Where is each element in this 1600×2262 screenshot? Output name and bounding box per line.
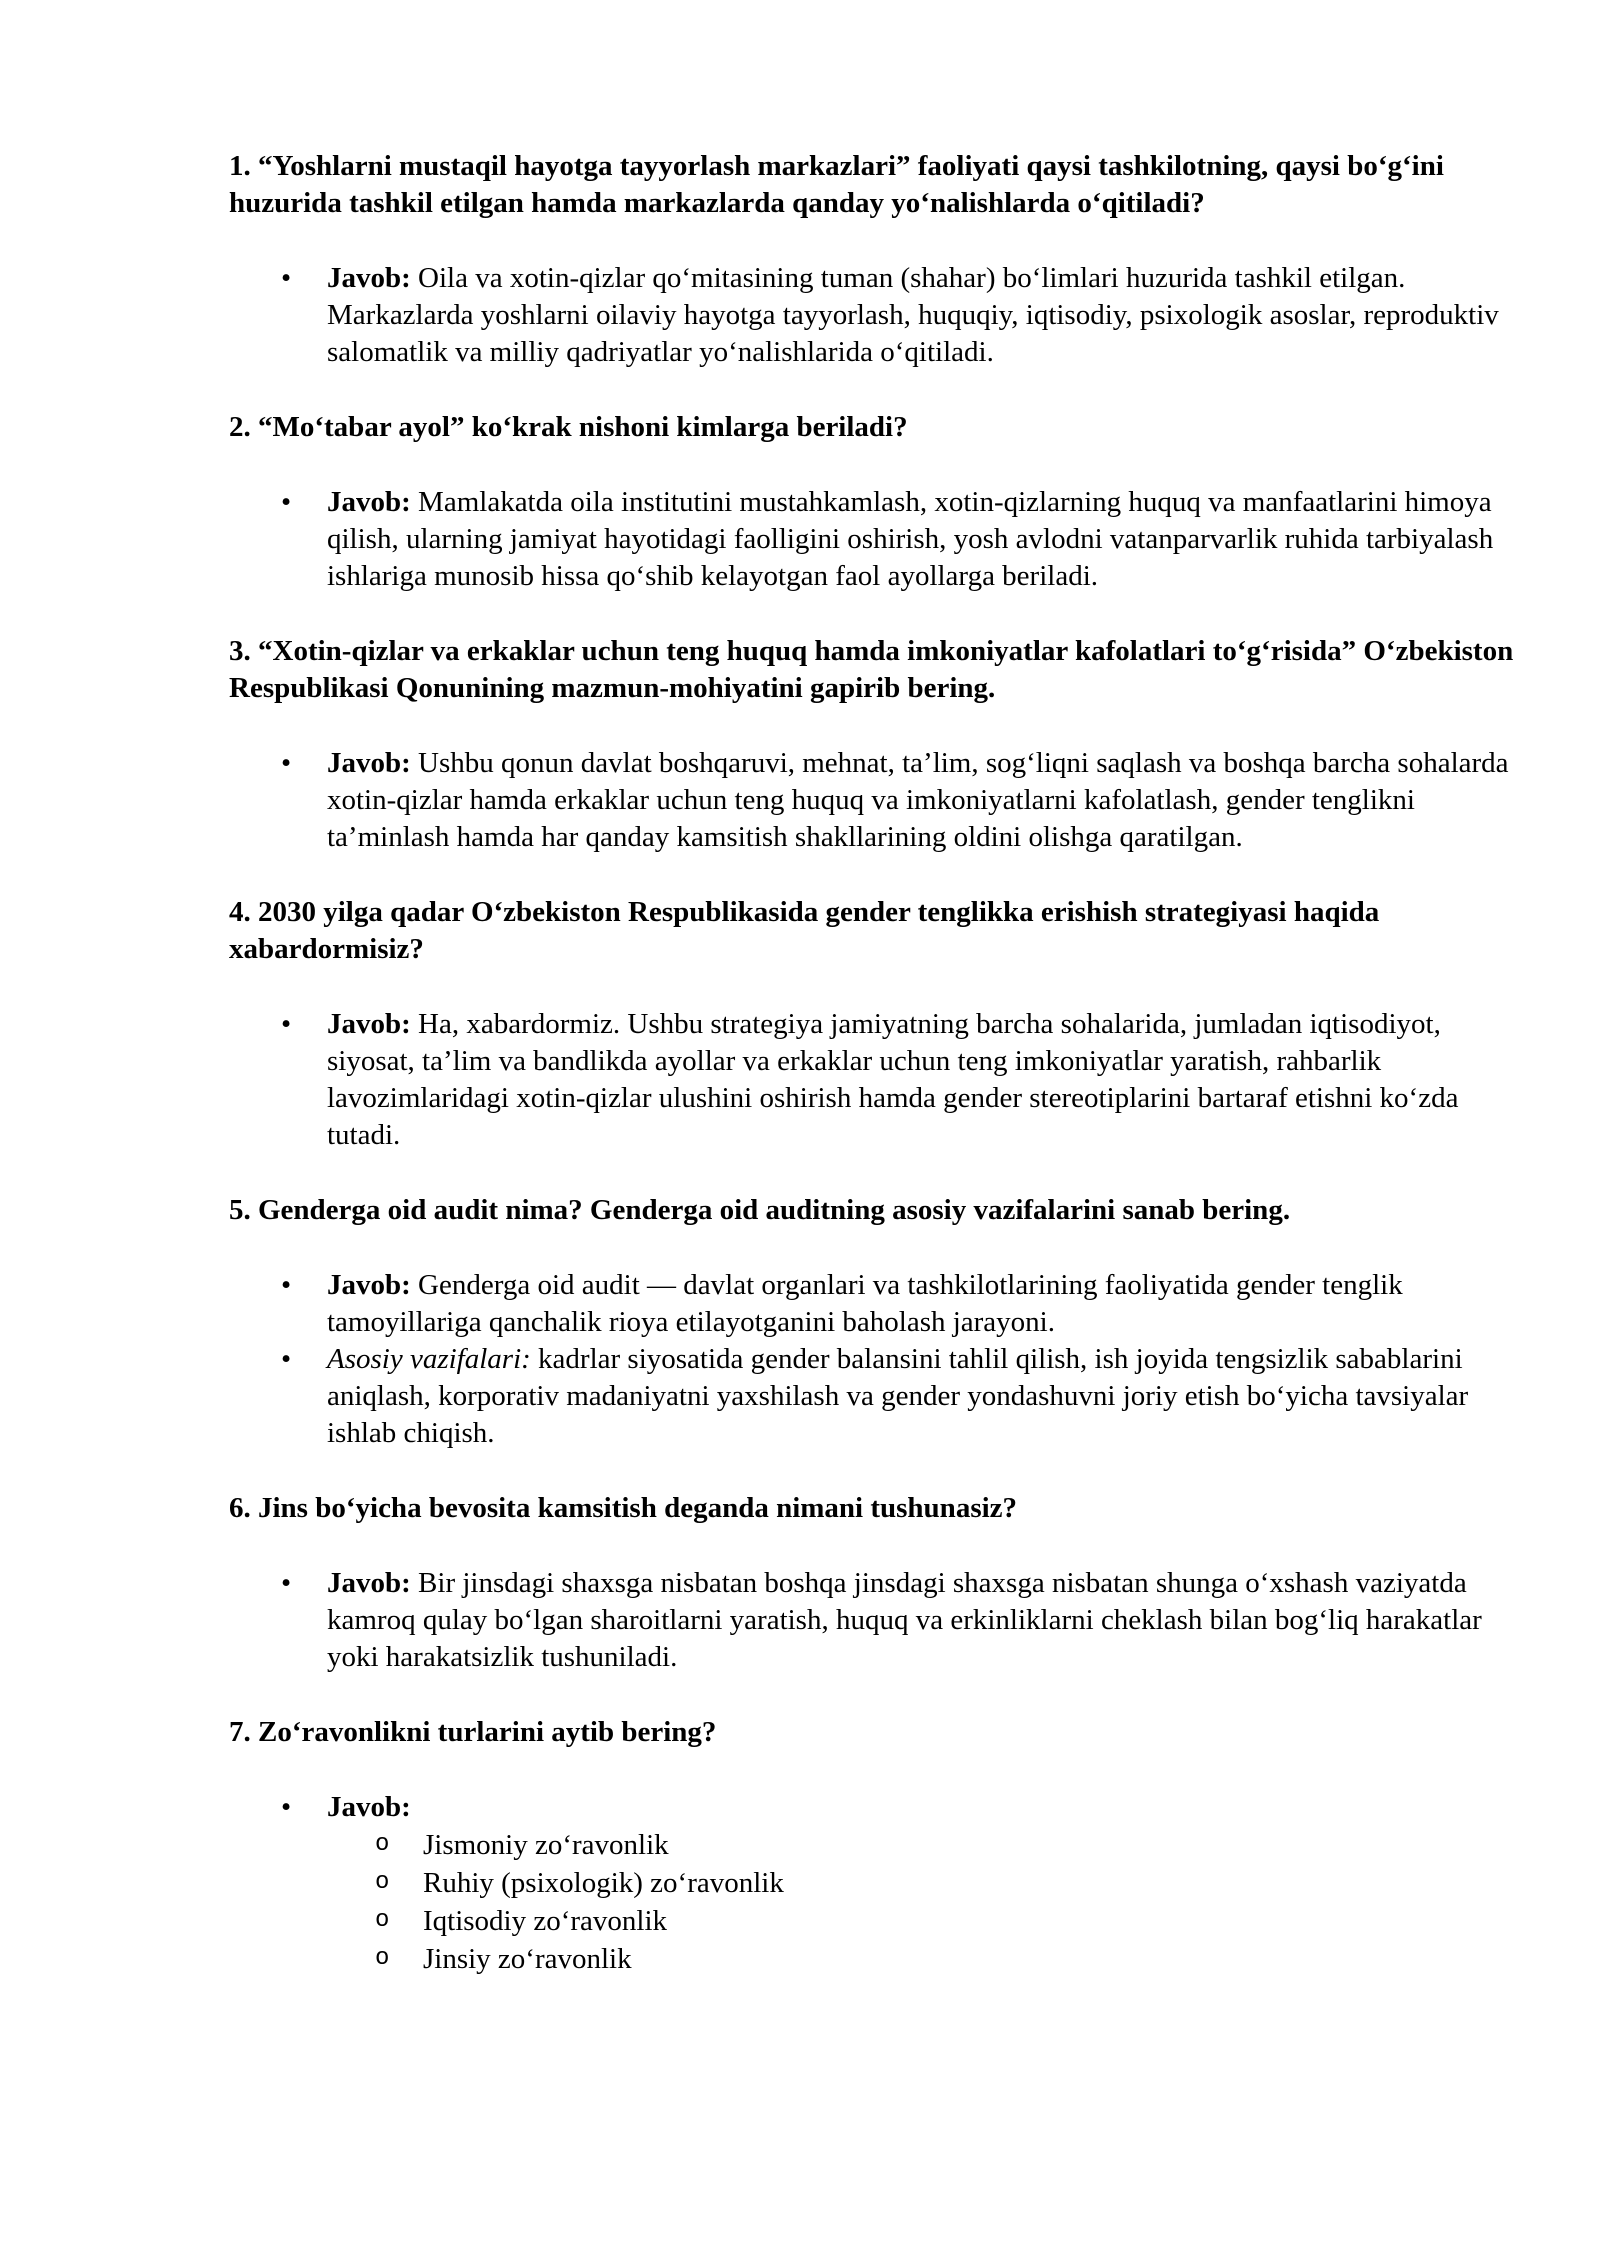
- answer-item: [229, 1006, 1529, 1154]
- question-2: 2. “Mo‘tabar ayol” ko‘krak nishoni kimlarga beriladi?: [229, 411, 908, 443]
- answer-label: Javob:: [327, 1567, 411, 1599]
- answer-label-italic: Asosiy vazifalari:: [327, 1343, 531, 1375]
- question-6: 6. Jins bo‘yicha bevosita kamsitish deganda nimani tushunasiz?: [229, 1492, 1018, 1524]
- answer-text: Bir jinsdagi shaxsga nisbatan boshqa jinsdagi shaxsga nisbatan shunga o‘xshash vaziyatda kamroq qulay bo‘lgan sharoitlarni yaratish, huquq va erkinliklarni cheklash bilan bog‘liq harakatlar yoki harakatsizlik tushuniladi.: [327, 1567, 1482, 1673]
- answer-list-4: [229, 1006, 1529, 1154]
- question-4: 4. 2030 yilga qadar O‘zbekiston Respublikasida gender tenglikka erishish strategiyasi haqida xabardormisiz?: [229, 896, 1380, 965]
- answer-text: Ushbu qonun davlat boshqaruvi, mehnat, ta’lim, sog‘liqni saqlash va boshqa barcha sohalarda xotin-qizlar hamda erkaklar uchun teng huquq va imkoniyatlarni kafolatlash, gender tenglikni ta’minlash hamda har qanday kamsitish shakllarining oldini olishga qaratilgan.: [327, 747, 1509, 853]
- list-item: o Jinsiy zo‘ravonlik: [327, 1940, 1529, 1978]
- violence-types-list: [327, 1826, 1529, 1978]
- question-1: 1. “Yoshlarni mustaqil hayotga tayyorlash markazlari” faoliyati qaysi tashkilotning, qaysi bo‘g‘ini huzurida tashkil etilgan hamda markazlarda qanday yo‘nalishlarda o‘qitiladi?: [229, 150, 1444, 219]
- document-page: [229, 148, 1529, 2016]
- answer-list-5: [229, 1267, 1529, 1452]
- answer-item: [229, 1565, 1529, 1676]
- answer-label: Javob:: [327, 486, 411, 518]
- answer-list-1: [229, 260, 1529, 371]
- answer-label: Javob:: [327, 262, 411, 294]
- answer-text: Oila va xotin-qizlar qo‘mitasining tuman (shahar) bo‘limlari huzurida tashkil etilgan. Markazlarda yoshlarni oilaviy hayotga tayyorlash, huquqiy, iqtisodiy, psixologik asoslar, reproduktiv salomatlik va milliy qadriyatlar yo‘nalishlarida o‘qitiladi.: [327, 262, 1499, 368]
- answer-item: [229, 745, 1529, 856]
- answer-text: Genderga oid audit — davlat organlari va tashkilotlarining faoliyatida gender tenglik tamoyillariga qanchalik rioya etilayotganini baholash jarayoni.: [327, 1269, 1403, 1338]
- question-3: 3. “Xotin-qizlar va erkaklar uchun teng huquq hamda imkoniyatlar kafolatlari to‘g‘risida” O‘zbekiston Respublikasi Qonunining mazmun-mohiyatini gapirib bering.: [229, 635, 1514, 704]
- answer-item: [229, 1341, 1529, 1452]
- answer-item: [229, 484, 1529, 595]
- answer-list-7: [229, 1789, 1529, 1978]
- answer-item: [229, 1267, 1529, 1341]
- answer-label: Javob:: [327, 1791, 411, 1823]
- question-7: 7. Zo‘ravonlikni turlarini aytib bering?: [229, 1716, 717, 1748]
- answer-list-6: [229, 1565, 1529, 1676]
- answer-item: [229, 260, 1529, 371]
- answer-list-3: [229, 745, 1529, 856]
- answer-text: Mamlakatda oila institutini mustahkamlash, xotin-qizlarning huquq va manfaatlarini himoya qilish, ularning jamiyat hayotidagi faolligini oshirish, yosh avlodni vatanparvarlik ruhida tarbiyalash ishlariga munosib hissa qo‘shib kelayotgan faol ayollarga beriladi.: [327, 486, 1494, 592]
- question-5: 5. Genderga oid audit nima? Genderga oid auditning asosiy vazifalarini sanab bering.: [229, 1194, 1291, 1226]
- answer-text: kadrlar siyosatida gender balansini tahlil qilish, ish joyida tengsizlik sabablarini aniqlash, korporativ madaniyatni yaxshilash va gender yondashuvni joriy etish bo‘yicha tavsiyalar ishlab chiqish.: [327, 1343, 1469, 1449]
- answer-text: Ha, xabardormiz. Ushbu strategiya jamiyatning barcha sohalarida, jumladan iqtisodiyot, siyosat, ta’lim va bandlikda ayollar va erkaklar uchun teng imkoniyatlar yaratish, rahbarlik lavozimlaridagi xotin-qizlar ulushini oshirish hamda gender stereotiplarini bartaraf etishni ko‘zda tutadi.: [327, 1008, 1459, 1151]
- list-item: o Jismoniy zo‘ravonlik: [327, 1826, 1529, 1864]
- answer-label: Javob:: [327, 747, 411, 779]
- answer-label: Javob:: [327, 1269, 411, 1301]
- list-item: o Iqtisodiy zo‘ravonlik: [327, 1902, 1529, 1940]
- list-item: o Ruhiy (psixologik) zo‘ravonlik: [327, 1864, 1529, 1902]
- answer-item: [229, 1789, 1529, 1978]
- answer-label: Javob:: [327, 1008, 411, 1040]
- answer-list-2: [229, 484, 1529, 595]
